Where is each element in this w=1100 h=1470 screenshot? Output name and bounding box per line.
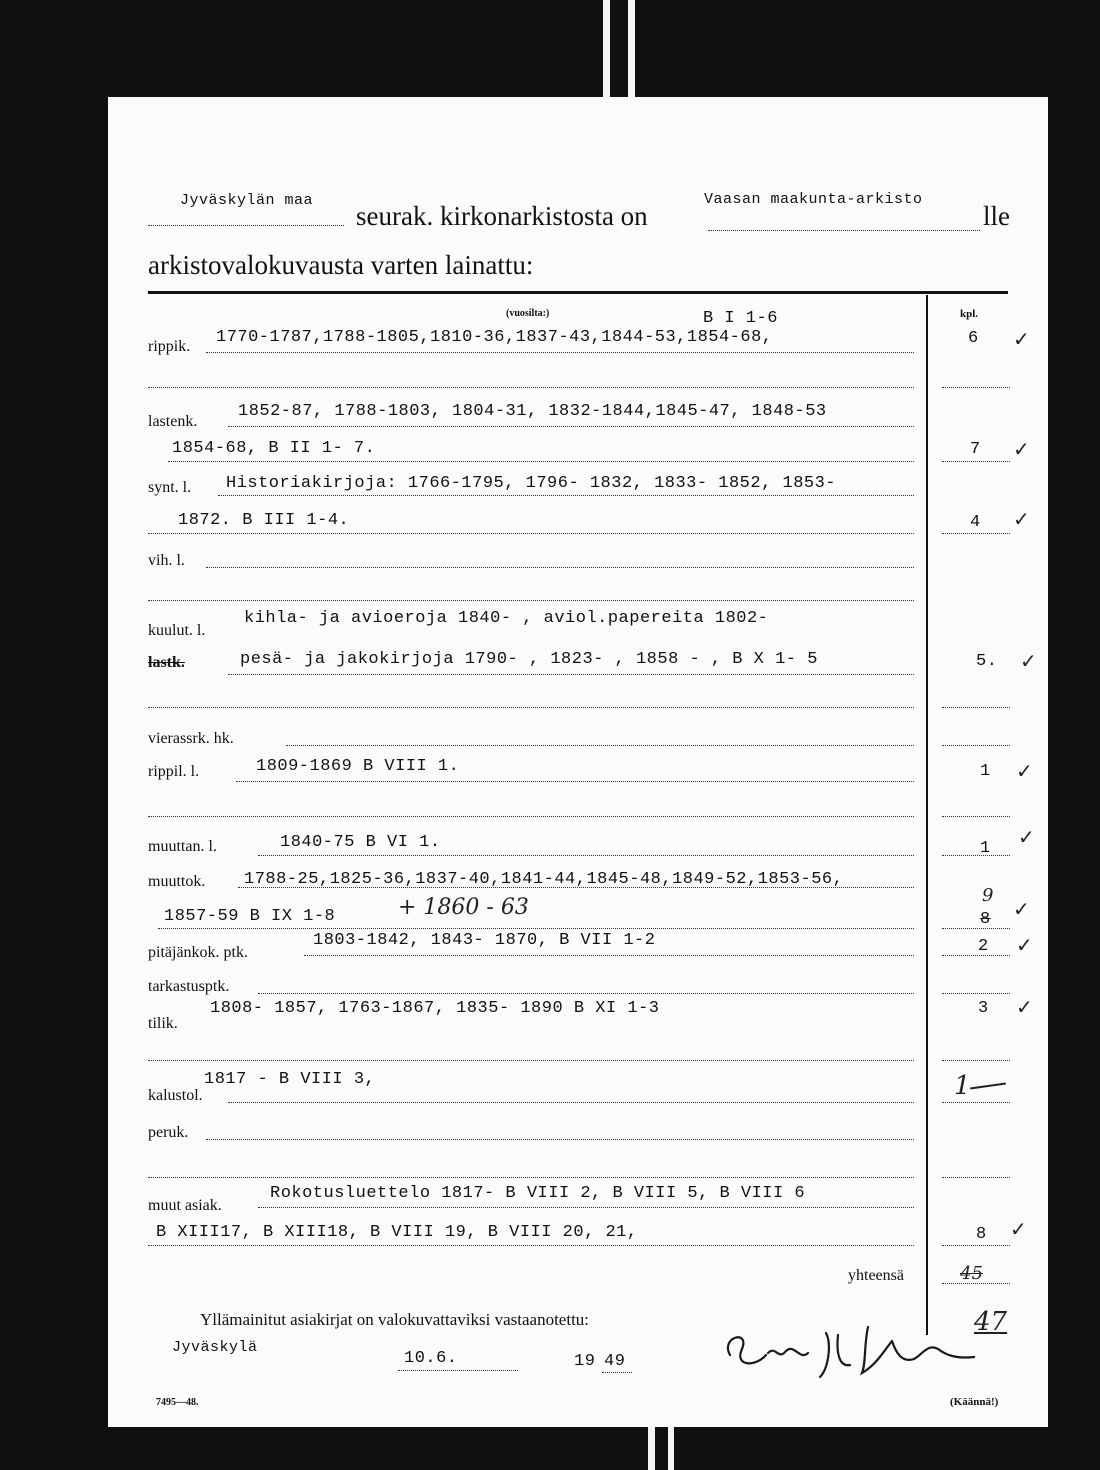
- dotted-line: [942, 1177, 1010, 1178]
- dotted-line: [148, 1245, 914, 1246]
- check-mark: ✓: [1016, 759, 1033, 783]
- check-mark: ✓: [1018, 825, 1035, 849]
- dotted-line: [218, 495, 914, 496]
- total-corrected: 47: [974, 1307, 1008, 1337]
- dotted-line: [228, 674, 914, 675]
- row-label: muuttok.: [148, 873, 206, 890]
- check-mark: ✓: [1016, 933, 1033, 957]
- row-count: 8: [976, 1225, 987, 1244]
- row-years: 1788-25,1825-36,1837-40,1841-44,1845-48,1849-52,1853-56,: [244, 870, 844, 889]
- dotted-line: [942, 993, 1010, 994]
- parish-name: Jyväskylän maa: [180, 192, 314, 209]
- dotted-line: [148, 1060, 914, 1061]
- dotted-line: [206, 567, 914, 568]
- row-years: 1817 - B VIII 3,: [204, 1070, 376, 1089]
- row-label: synt. l.: [148, 479, 192, 496]
- row-count: 1: [954, 1071, 971, 1101]
- check-mark: ✓: [1016, 995, 1033, 1019]
- row-continuation: 1854-68, B II 1- 7.: [172, 439, 376, 458]
- dotted-line: [304, 955, 914, 956]
- dotted-line: [942, 928, 1010, 929]
- header-rule: [148, 291, 1008, 294]
- row-label: muut asiak.: [148, 1197, 222, 1214]
- years-column-head: (vuosilta:): [506, 308, 550, 319]
- dotted-line: [942, 745, 1010, 746]
- dotted-line: [238, 887, 914, 888]
- dotted-line: [258, 1207, 914, 1208]
- row-continuation: 1857-59 B IX 1-8: [164, 907, 336, 926]
- dotted-line: [942, 1283, 1010, 1284]
- row-years: kihla- ja avioeroja 1840- , aviol.papereita 1802-: [244, 609, 769, 628]
- header-connector: seurak. kirkonarkistosta on: [356, 201, 648, 231]
- row-label: kalustol.: [148, 1087, 203, 1104]
- film-stripe: [648, 1425, 655, 1470]
- row-years: 1852-87, 1788-1803, 1804-31, 1832-1844,1845-47, 1848-53: [238, 402, 827, 421]
- row-count: 1: [980, 762, 991, 781]
- dotted-line: [942, 1245, 1010, 1246]
- row-label: lastk.: [148, 654, 185, 671]
- receipt-date: 10.6.: [404, 1349, 458, 1368]
- dotted-line: [286, 745, 914, 746]
- row-years: 1808- 1857, 1763-1867, 1835- 1890 B XI 1-3: [210, 999, 660, 1018]
- film-stripe: [668, 1425, 674, 1470]
- receipt-statement: Yllämainitut asiakirjat on valokuvattaviksi vastaanotettu:: [200, 1310, 590, 1329]
- row-continuation: 1872. B III 1-4.: [178, 511, 350, 530]
- dotted-line: [148, 387, 914, 388]
- dotted-line: [942, 955, 1010, 956]
- check-mark: ✓: [1013, 507, 1030, 531]
- receipt-place: Jyväskylä: [172, 1339, 258, 1356]
- handwritten-addition: + 1860 - 63: [398, 895, 529, 920]
- series-ref: B I 1-6: [703, 309, 778, 328]
- header-suffix: lle: [983, 201, 1010, 231]
- handwritten-signature: [716, 1315, 986, 1385]
- check-mark: ✓: [1020, 649, 1037, 673]
- dotted-line: [942, 1060, 1010, 1061]
- check-mark: ✓: [1013, 437, 1030, 461]
- dotted-line: [148, 1177, 914, 1178]
- receipt-year: 49: [604, 1352, 626, 1371]
- dotted-line: [148, 225, 344, 226]
- row-label: pitäjänkok. ptk.: [148, 944, 248, 961]
- row-label: muuttan. l.: [148, 838, 217, 855]
- dotted-line: [206, 1139, 914, 1140]
- check-mark: ✓: [1010, 1217, 1027, 1241]
- row-years: Historiakirjoja: 1766-1795, 1796- 1832, 1833- 1852, 1853-: [226, 474, 836, 493]
- row-count: 3: [978, 999, 989, 1018]
- row-label: tarkastusptk.: [148, 978, 230, 995]
- dotted-line: [942, 816, 1010, 817]
- row-label: lastenk.: [148, 413, 198, 430]
- dotted-line: [206, 352, 914, 353]
- row-years: 1803-1842, 1843- 1870, B VII 1-2: [313, 931, 656, 950]
- form-number: 7495—48.: [156, 1397, 199, 1408]
- row-count-corrected: 9: [982, 885, 994, 906]
- turn-over-note: (Käännä!): [950, 1396, 999, 1408]
- dotted-line: [148, 533, 914, 534]
- row-years: Rokotusluettelo 1817- B VIII 2, B VIII 5, B VIII 6: [270, 1184, 806, 1203]
- dotted-line: [942, 533, 1010, 534]
- row-continuation: B XIII17, B XIII18, B VIII 19, B VIII 20, 21,: [156, 1223, 638, 1242]
- dotted-line: [228, 426, 914, 427]
- dotted-line: [942, 461, 1010, 462]
- dotted-line: [158, 928, 914, 929]
- row-years: 1809-1869 B VIII 1.: [256, 757, 460, 776]
- row-label: tilik.: [148, 1015, 178, 1032]
- row-label: vih. l.: [148, 552, 185, 569]
- dotted-line: [942, 387, 1010, 388]
- dotted-line: [398, 1370, 518, 1371]
- row-label: peruk.: [148, 1124, 189, 1141]
- count-column-head: kpl.: [960, 308, 979, 320]
- row-count: 7: [970, 440, 981, 459]
- row-count: 5.: [976, 652, 998, 671]
- row-count: 4: [970, 513, 981, 532]
- archive-name: Vaasan maakunta-arkisto: [704, 191, 923, 208]
- dotted-line: [228, 1102, 914, 1103]
- dotted-line: [258, 855, 914, 856]
- row-count: 2: [978, 937, 989, 956]
- dotted-line: [148, 707, 914, 708]
- check-mark: ✓: [1013, 327, 1030, 351]
- row-label: vierassrk. hk.: [148, 730, 234, 747]
- row-count-struck: 8: [980, 910, 991, 929]
- dotted-line: [942, 707, 1010, 708]
- row-label: kuulut. l.: [148, 622, 206, 639]
- dotted-line: [942, 855, 1010, 856]
- row-label: rippik.: [148, 338, 191, 355]
- row-count: 1: [980, 839, 991, 858]
- strike-stroke: [970, 1083, 1006, 1090]
- dotted-line: [708, 230, 980, 231]
- check-mark: ✓: [1013, 897, 1030, 921]
- archive-loan-form: [108, 97, 1048, 1427]
- dotted-line: [602, 1372, 632, 1373]
- dotted-line: [236, 781, 914, 782]
- row-count: 6: [968, 329, 979, 348]
- count-column-rule: [926, 295, 928, 1335]
- dotted-line: [168, 461, 914, 462]
- receipt-year-prefix: 19: [574, 1352, 596, 1371]
- row-years: 1770-1787,1788-1805,1810-36,1837-43,1844-53,1854-68,: [216, 328, 773, 347]
- dotted-line: [942, 1102, 1010, 1103]
- row-years: pesä- ja jakokirjoja 1790- , 1823- , 1858 - , B X 1- 5: [240, 650, 818, 669]
- film-stripe: [628, 0, 635, 100]
- dotted-line: [258, 993, 914, 994]
- row-years: 1840-75 B VI 1.: [280, 833, 441, 852]
- total-label: yhteensä: [848, 1267, 904, 1284]
- film-stripe: [603, 0, 610, 100]
- row-label: rippil. l.: [148, 763, 200, 780]
- dotted-line: [148, 816, 914, 817]
- dotted-line: [148, 600, 914, 601]
- header-line2: arkistovalokuvausta varten lainattu:: [148, 250, 534, 280]
- total-struck: 45: [960, 1263, 983, 1284]
